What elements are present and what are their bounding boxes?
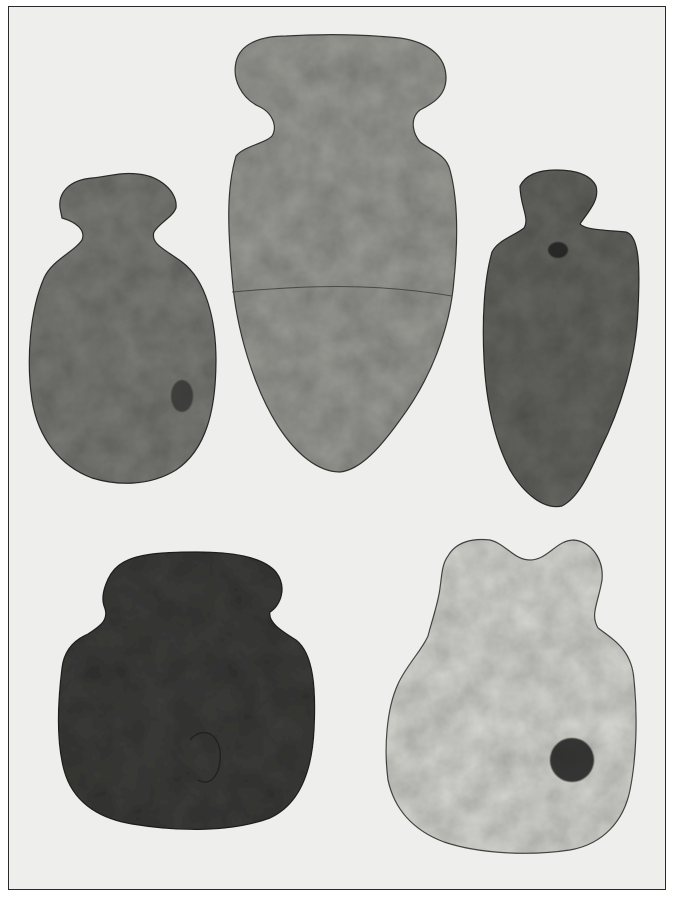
artifact-lower-right <box>386 540 636 854</box>
artifact-lower-left <box>59 552 315 829</box>
artifact-upper-left <box>29 173 216 483</box>
artifact-upper-right <box>483 170 639 507</box>
artifact-upper-center <box>229 35 457 472</box>
